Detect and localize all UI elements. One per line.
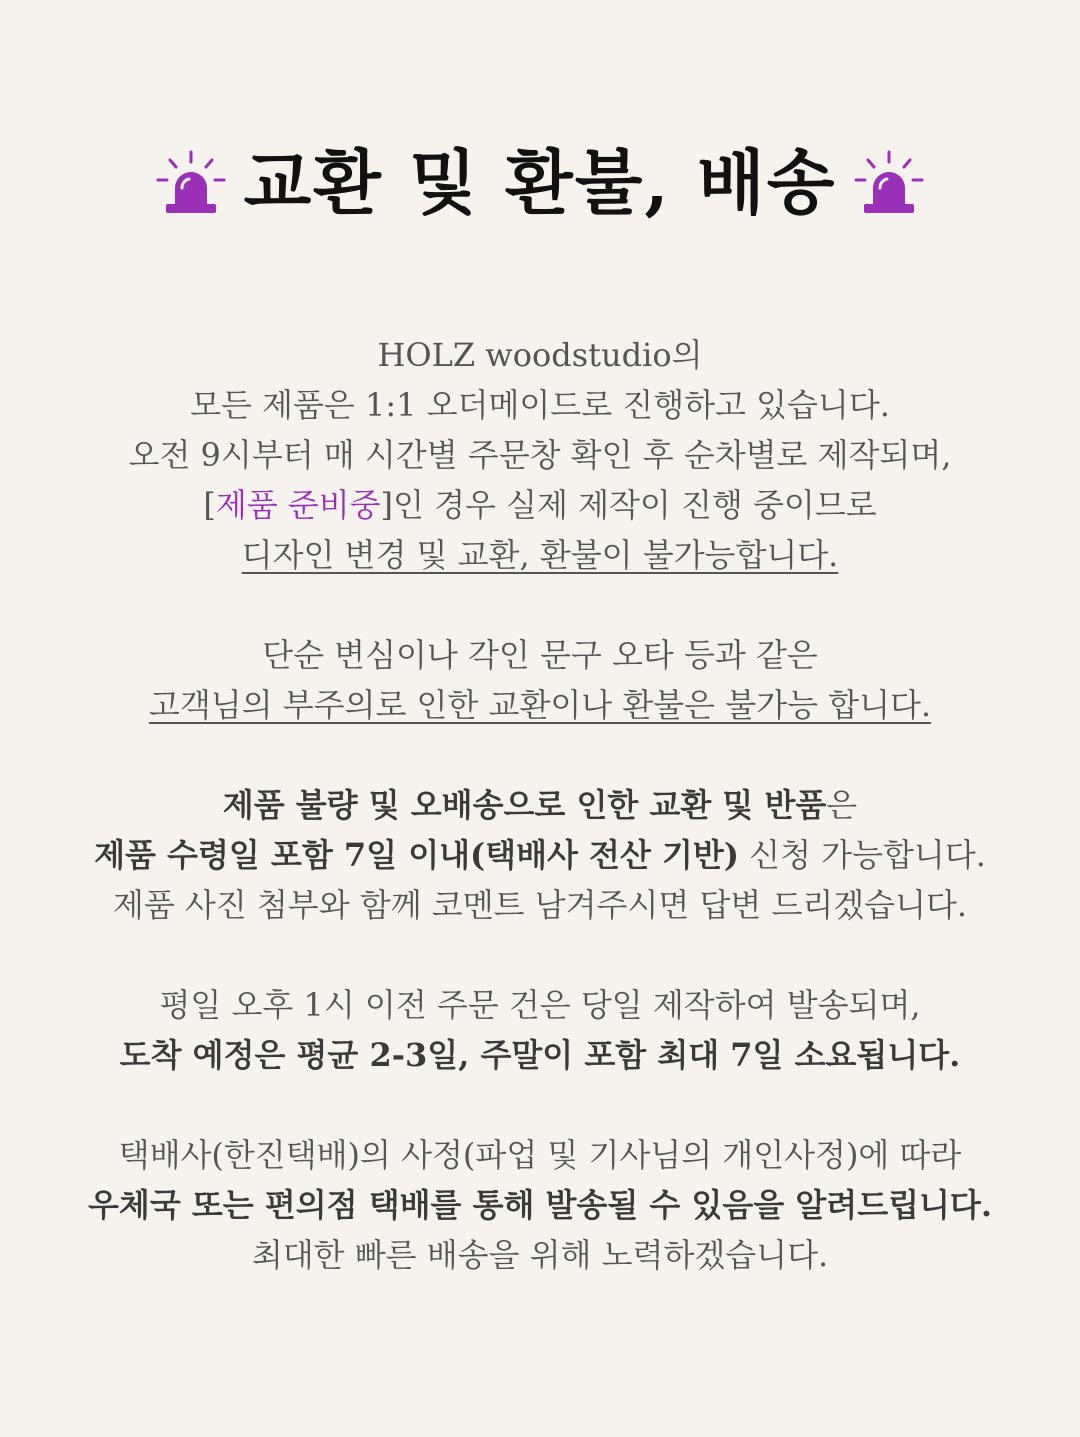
siren-icon xyxy=(850,148,928,218)
section2-line1: 단순 변심이나 각인 문구 오타 등과 같은 xyxy=(262,636,818,674)
section3-line3: 제품 사진 첨부와 함께 코멘트 남겨주시면 답변 드리겠습니다. xyxy=(112,886,968,924)
status-highlight: 제품 준비중 xyxy=(215,486,381,524)
section1-line2: 모든 제품은 1:1 오더메이드로 진행하고 있습니다. xyxy=(190,386,890,424)
section3-line2-rest: 신청 가능합니다. xyxy=(739,836,986,874)
section4-line2: 도착 예정은 평균 2-3일, 주말이 포함 최대 7일 소요됩니다. xyxy=(119,1036,961,1074)
page-title: 교환 및 환불, 배송 xyxy=(243,141,837,224)
policy-text xyxy=(30,330,1050,1280)
section2-line2 xyxy=(30,680,1050,730)
section4-line1: 평일 오후 1시 이전 주문 건은 당일 제작하여 발송되며, xyxy=(159,986,921,1024)
no-refund-notice: 디자인 변경 및 교환, 환불이 불가능합니다. xyxy=(241,536,839,574)
section5-line2: 우체국 또는 편의점 택배를 통해 발송될 수 있음을 알려드립니다. xyxy=(88,1186,992,1224)
customer-fault-notice: 고객님의 부주의로 인한 교환이나 환불은 불가능 합니다. xyxy=(148,686,932,724)
section1-line3: 오전 9시부터 매 시간별 주문창 확인 후 순차별로 제작되며, xyxy=(128,436,952,474)
section5-line1: 택배사(한진택배)의 사정(파업 및 기사님의 개인사정)에 따라 xyxy=(118,1136,962,1174)
section1-line4 xyxy=(30,480,1050,530)
return-period: 제품 수령일 포함 7일 이내(택배사 전산 기반) xyxy=(94,836,739,874)
section5-line3: 최대한 빠른 배송을 위해 노력하겠습니다. xyxy=(251,1236,829,1274)
section1-line1: HOLZ woodstudio의 xyxy=(377,336,703,374)
section1-line4-rest: ]인 경우 실제 제작이 진행 중이므로 xyxy=(380,486,877,524)
bracket-open: [ xyxy=(203,486,216,524)
section3-line1-rest: 은 xyxy=(826,786,858,824)
section3-line2 xyxy=(30,830,1050,880)
defect-highlight: 제품 불량 및 오배송으로 인한 교환 및 반품 xyxy=(222,786,827,824)
section1-line5 xyxy=(30,530,1050,580)
siren-icon xyxy=(152,148,230,218)
section3-line1 xyxy=(30,780,1050,830)
title-row xyxy=(0,141,1080,224)
